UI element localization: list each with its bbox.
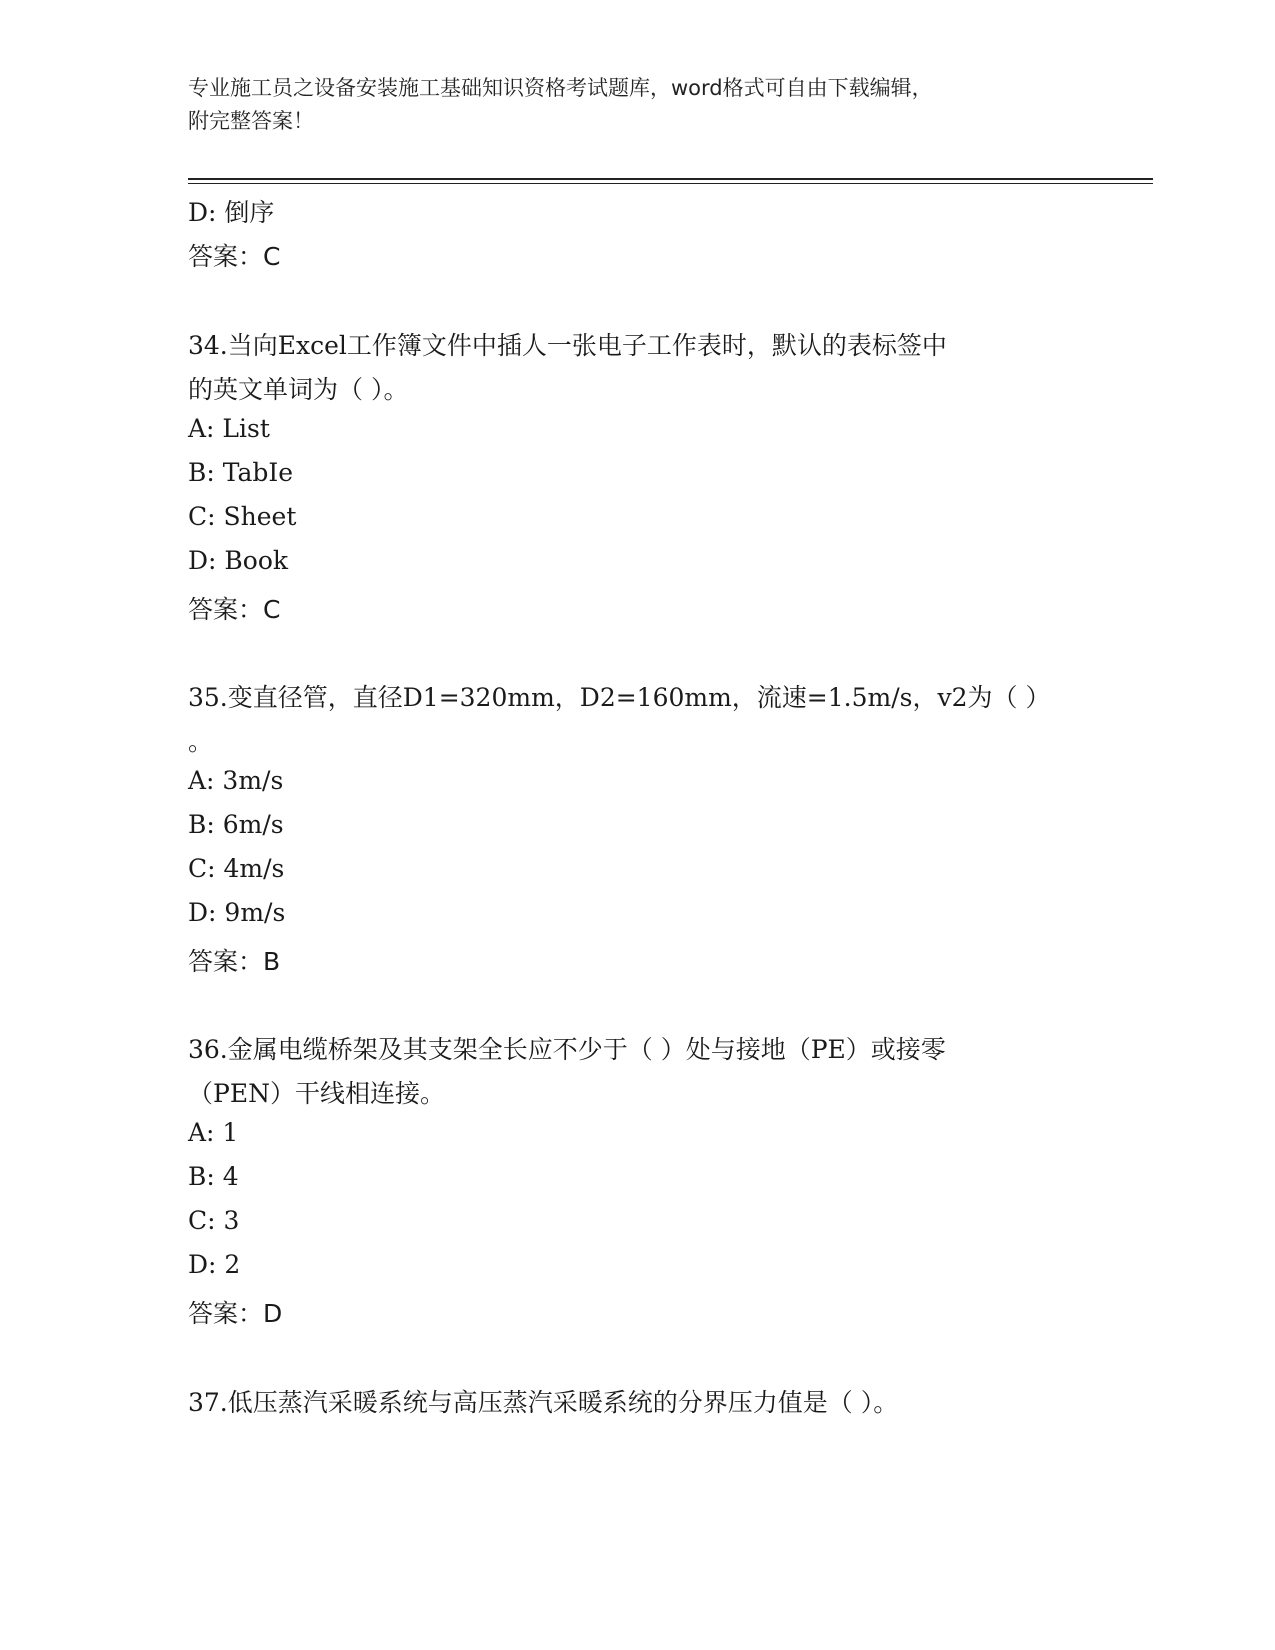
document-header [188, 72, 1068, 138]
q36-option-d: D: 2 [188, 1250, 241, 1279]
q35-stem-line-1: 35.变直径管，直径D1=320mm，D2=160mm，流速=1.5m/s，v2为（ ） [188, 683, 1051, 712]
q34-answer: 答案：C [188, 595, 281, 624]
q36-stem-line-2: （PEN）干线相连接。 [188, 1079, 445, 1108]
q33-answer: 答案：C [188, 242, 281, 271]
q35-option-c: C: 4m/s [188, 854, 285, 883]
q35-answer: 答案：B [188, 947, 281, 976]
q34-option-a: A: List [188, 414, 270, 443]
q36-answer: 答案：D [188, 1299, 283, 1328]
q36-option-b: B: 4 [188, 1162, 239, 1191]
header-divider-thin [188, 183, 1153, 184]
q36-option-c: C: 3 [188, 1206, 240, 1235]
header-line-2: 附完整答案！ [188, 109, 314, 133]
q34-option-d: D: Book [188, 546, 289, 575]
q34-stem-line-2: 的英文单词为（ ）。 [188, 375, 409, 404]
q35-option-a: A: 3m/s [188, 766, 284, 795]
q36-stem-line-1: 36.金属电缆桥架及其支架全长应不少于（ ）处与接地（PE）或接零 [188, 1035, 946, 1064]
q35-stem-line-2: 。 [188, 727, 214, 756]
q33-option-d: D: 倒序 [188, 198, 275, 227]
q35-option-b: B: 6m/s [188, 810, 284, 839]
q34-option-b: B: TabIe [188, 458, 294, 487]
q36-option-a: A: 1 [188, 1118, 239, 1147]
q35-option-d: D: 9m/s [188, 898, 286, 927]
q34-stem-line-1: 34.当向Excel工作簿文件中插人一张电子工作表时，默认的表标签中 [188, 331, 947, 360]
header-line-1: 专业施工员之设备安装施工基础知识资格考试题库，word格式可自由下载编辑， [188, 76, 933, 100]
q34-option-c: C: Sheet [188, 502, 297, 531]
q37-stem-line-1: 37.低压蒸汽采暖系统与高压蒸汽采暖系统的分界压力值是（ ）。 [188, 1388, 899, 1417]
header-divider-thick [188, 178, 1153, 180]
